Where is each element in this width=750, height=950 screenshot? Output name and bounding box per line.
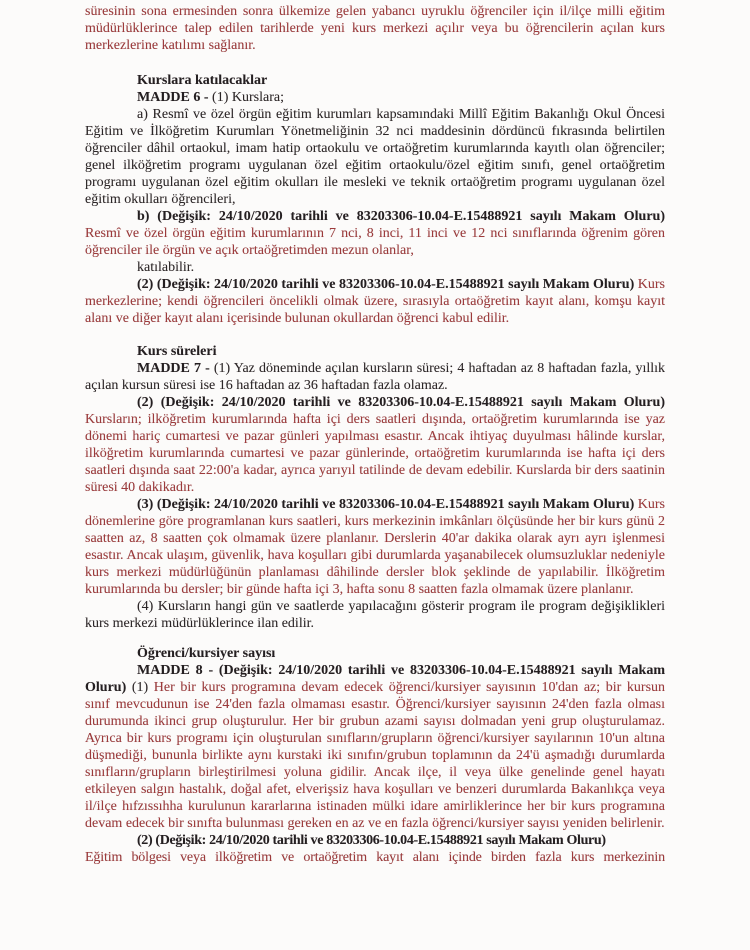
amendment-note: (2) (Değişik: 24/10/2020 tarihli ve 83203306-10.04-E.15488921 sayılı Makam Oluru) bbox=[137, 395, 665, 410]
madde-7-clause-1 bbox=[85, 360, 665, 394]
madde-7-clause-3 bbox=[85, 496, 665, 598]
madde-7-clause-4 bbox=[85, 598, 665, 632]
amendment-note: (2) (Değişik: 24/10/2020 tarihli ve 83203306-10.04-E.15488921 sayılı Makam Oluru) bbox=[137, 833, 606, 848]
article-number: MADDE 7 - bbox=[137, 361, 214, 376]
amended-text: Kursların; ilköğretim kurumlarında hafta içi ders saatleri dışında, ortaöğretim kurumlarında ise yaz dönemi hariç cumartesi ve pazar günleri yapılması esastır. Ancak ihtiyaç duyulması hâlinde kurslar, ilköğretim kurumlarında cumartesi ve pazar günlerinde, ortaöğretim kurumlarında ise hafta içi ders saatleri dışında saat 22:00'a kadar, ayrıca yarıyıl tatilinde de devam edebilir. Kurslarda bir ders saatinin süresi 40 dakikadır. bbox=[85, 412, 665, 495]
article-number: MADDE 6 - bbox=[137, 90, 213, 105]
madde-6-item-a bbox=[85, 106, 665, 208]
section-heading-ogrenci-kursiyer-sayisi bbox=[85, 645, 665, 662]
madde-8-clause-2-continuation bbox=[85, 849, 665, 866]
madde-6-item-b bbox=[85, 208, 665, 259]
section-heading-kurslara-katilacaklar bbox=[85, 72, 665, 89]
madde-6-intro bbox=[85, 89, 665, 106]
body-text: a) Resmî ve özel örgün eğitim kurumları kapsamındaki Millî Eğitim Bakanlığı Okul Öncesi Eğitim ve İlköğretim Kurumları Yönetmeliğinin 32 nci maddesinin dördüncü fıkrasında belirtilen öğrenciler dâhil ortaokul, imam hatip ortaokulu ve ortaöğretim kurumlarında kayıtlı olan öğrenciler; genel ilköğretim programı uygulanan özel eğitim ortaokulu/özel eğitim sınıfı, genel ortaöğretim programı uygulanan özel eğitim okulları ile mesleki ve teknik ortaöğretim programı uygulanan özel eğitim okulları öğrencileri, bbox=[85, 107, 665, 207]
body-text: (1) Yaz döneminde açılan kursların süresi; 4 haftadan az 8 haftadan fazla, yıllık açılan kursun süresi ise 16 haftadan az 36 haftadan fazla olamaz. bbox=[85, 361, 666, 393]
document-text-block bbox=[85, 3, 665, 866]
paragraph-continuation bbox=[85, 3, 665, 54]
madde-8-clause-1 bbox=[85, 662, 665, 832]
madde-8-clause-2-heading-line bbox=[85, 832, 665, 849]
amendment-note: (3) (Değişik: 24/10/2020 tarihli ve 83203306-10.04-E.15488921 sayılı Makam Oluru) bbox=[137, 497, 638, 512]
amended-text: Eğitim bölgesi veya ilköğretim ve ortaöğretim kayıt alanı içinde birden fazla kurs merkezinin bbox=[85, 850, 665, 865]
clause-number: (1) bbox=[131, 680, 154, 695]
amended-text: süresinin sona ermesinden sonra ülkemize gelen yabancı uyruklu öğrenciler için il/ilçe milli eğitim müdürlüklerince talep edilen tarihlerde yeni kurs merkezi açılır veya bu öğrencilerin açılan kurs merkezlerine katılımı sağlanır. bbox=[85, 4, 665, 53]
amended-text: Resmî ve özel örgün eğitim kurumlarının 7 nci, 8 inci, 11 inci ve 12 nci sınıflarında öğrenim gören öğrenciler ile örgün ve açık ortaöğretimden mezun olanlar, bbox=[85, 226, 665, 258]
madde-6-clause-2 bbox=[85, 276, 665, 327]
amendment-note: b) (Değişik: 24/10/2020 tarihli ve 83203306-10.04-E.15488921 sayılı Makam Oluru) bbox=[137, 209, 665, 224]
amended-text: Her bir kurs programına devam edecek öğrenci/kursiyer sayısının 10'dan az; bir kursun sınıf mevcudunun ise 24'den fazla olmaması esastır. Öğrenci/kursiyer sayısının 24'den fazla olması durumunda ikinci grup oluşturulur. Her bir grubun azami sayısı dolmadan yeni grup oluşturulamaz. Ayrıca bir kurs programı için oluşturulan sınıfların/grupların öğrenci/kursiyer sayılarının 10'un altına düşmediği, bununla birlikte aynı kurstaki iki sınıfın/grubun toplamının da 24'ü aşmadığı durumlarda sınıfların/grupların birleştirilmesi yoluna gidilir. Ancak ilçe, il veya ülke genelinde genel hayatı etkileyen salgın hastalık, doğal afet, elverişsiz hava koşulları ve benzeri durumlarda Bakanlıkça veya il/ilçe hıfzıssıhha kurulunun kararlarına istinaden mülki idare amirliklerince her bir kurs programına devam edecek bir sınıfta bulunması gereken en az ve en fazla öğrenci/kursiyer sayısı yeniden belirlenir. bbox=[85, 680, 666, 831]
body-text: (4) Kursların hangi gün ve saatlerde yapılacağını gösterir program ile program değişiklikleri kurs merkezi müdürlüklerince ilan edilir. bbox=[85, 599, 665, 631]
amendment-note: (2) (Değişik: 24/10/2020 tarihli ve 83203306-10.04-E.15488921 sayılı Makam Oluru) bbox=[137, 277, 638, 292]
heading-text: Kurs süreleri bbox=[137, 344, 217, 359]
section-heading-kurs-sureleri bbox=[85, 343, 665, 360]
body-text: (1) Kurslara; bbox=[212, 90, 284, 105]
heading-text: Kurslara katılacaklar bbox=[137, 73, 268, 88]
body-text: katılabilir. bbox=[137, 260, 195, 275]
article-number-amendment-note: MADDE 8 - (Değişik: 24/10/2020 tarihli ve 83203306-10.04-E.15488921 sayılı Makam Oluru) bbox=[85, 663, 665, 695]
madde-6-closing-line bbox=[85, 259, 665, 276]
madde-7-clause-2 bbox=[85, 394, 665, 496]
amended-text: Kurs merkezlerine; kendi öğrencileri öncelikli olmak üzere, sırasıyla ortaöğretim kayıt alanı, komşu kayıt alanı ve diğer kayıt alanı içerisinde bulunan okullardan öğrenci kabul edilir. bbox=[85, 277, 665, 326]
heading-text: Öğrenci/kursiyer sayısı bbox=[137, 646, 276, 661]
amended-text: Kurs dönemlerine göre programlanan kurs saatleri, kurs merkezinin imkânları ölçüsünde her bir kurs günü 2 saatten az, 8 saatten çok olmamak üzere planlanır. Derslerin 40'ar dakika olarak ayrı ayrı işlenmesi esastır. Ancak ulaşım, güvenlik, hava koşulları gibi durumlarda yaşanabilecek olumsuzluklar nedeniyle kurs merkezi müdürlüğünün planlaması dâhilinde dersler blok şeklinde de yapılabilir. İlköğretim kurumlarında bu dersler; bir günde hafta içi 3, hafta sonu 8 saatten fazla olmamak üzere planlanır. bbox=[85, 497, 665, 597]
